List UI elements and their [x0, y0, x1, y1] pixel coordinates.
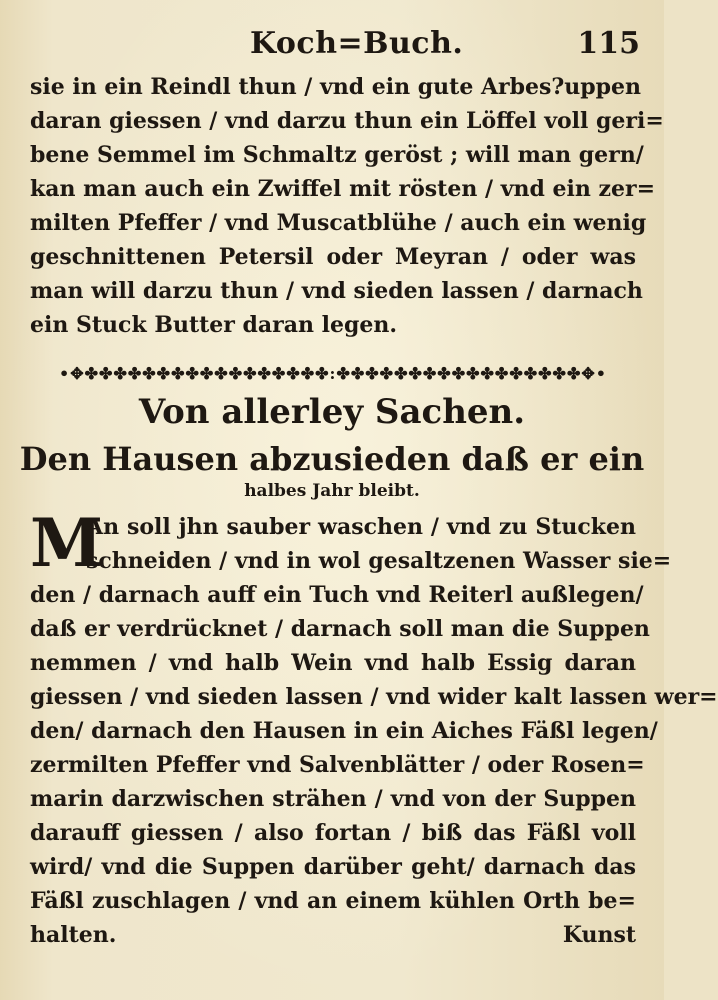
running-head: Koch=Buch. — [250, 26, 464, 61]
text-line: bene Semmel im Schmaltz geröst ; will man gern/ — [30, 142, 644, 168]
text-line: An soll jhn sauber waschen / vnd zu Stucken — [86, 514, 636, 540]
text-line: den/ darnach den Hausen in ein Aiches Fäßl legen/ — [30, 718, 658, 744]
text-line: wird/ vnd die Suppen darüber geht/ darnach das — [30, 854, 636, 880]
section-title: Von allerley Sachen. — [138, 392, 526, 432]
recipe-title: Den Hausen abzusieden daß er ein — [19, 440, 645, 478]
text-line: schneiden / vnd in wol gesaltzenen Wasser sie= — [86, 548, 672, 574]
text-line: geschnittenen Petersil oder Meyran / oder was — [30, 244, 636, 270]
recipe-text — [30, 504, 718, 952]
continued-recipe-text — [30, 70, 664, 342]
text-line: man will darzu thun / vnd sieden lassen / darnach — [30, 278, 643, 304]
text-line: kan man auch ein Zwiffel mit rösten / vnd ein zer= — [30, 176, 656, 202]
text-line: nemmen / vnd halb Wein vnd halb Essig daran — [30, 650, 636, 676]
drop-cap: M — [30, 504, 104, 582]
text-line: giessen / vnd sieden lassen / vnd wider kalt lassen wer= — [30, 684, 718, 710]
catchword: Kunst — [562, 922, 636, 948]
final-line — [30, 918, 636, 952]
text-line: sie in ein Reindl thun / vnd ein gute Arbes?uppen — [30, 74, 642, 100]
page-number: 115 — [577, 26, 640, 61]
text-line: darauff giessen / also fortan / biß das Fäßl voll — [30, 820, 636, 846]
ornamental-divider: •✥✤✤✤✤✤✤✤✤✤✤✤✤✤✤✤✤✤:✤✤✤✤✤✤✤✤✤✤✤✤✤✤✤✤✤✥• — [59, 364, 607, 383]
recipe-subtitle: halbes Jahr bleibt. — [244, 481, 420, 501]
text-line: zermilten Pfeffer vnd Salvenblätter / oder Rosen= — [30, 752, 645, 778]
text-line: daran giessen / vnd darzu thun ein Löffel voll geri= — [30, 108, 664, 134]
text-line: ein Stuck Butter daran legen. — [30, 312, 398, 338]
text-line: marin darzwischen strähen / vnd von der Suppen — [30, 786, 636, 812]
text-line-end: halten. — [30, 922, 117, 948]
text-line: milten Pfeffer / vnd Muscatblühe / auch ein wenig — [30, 210, 647, 236]
text-line: daß er verdrücknet / darnach soll man die Suppen — [30, 616, 650, 642]
text-line: den / darnach auff ein Tuch vnd Reiterl außlegen/ — [30, 582, 644, 608]
text-line: Fäßl zuschlagen / vnd an einem kühlen Orth be= — [30, 888, 636, 914]
